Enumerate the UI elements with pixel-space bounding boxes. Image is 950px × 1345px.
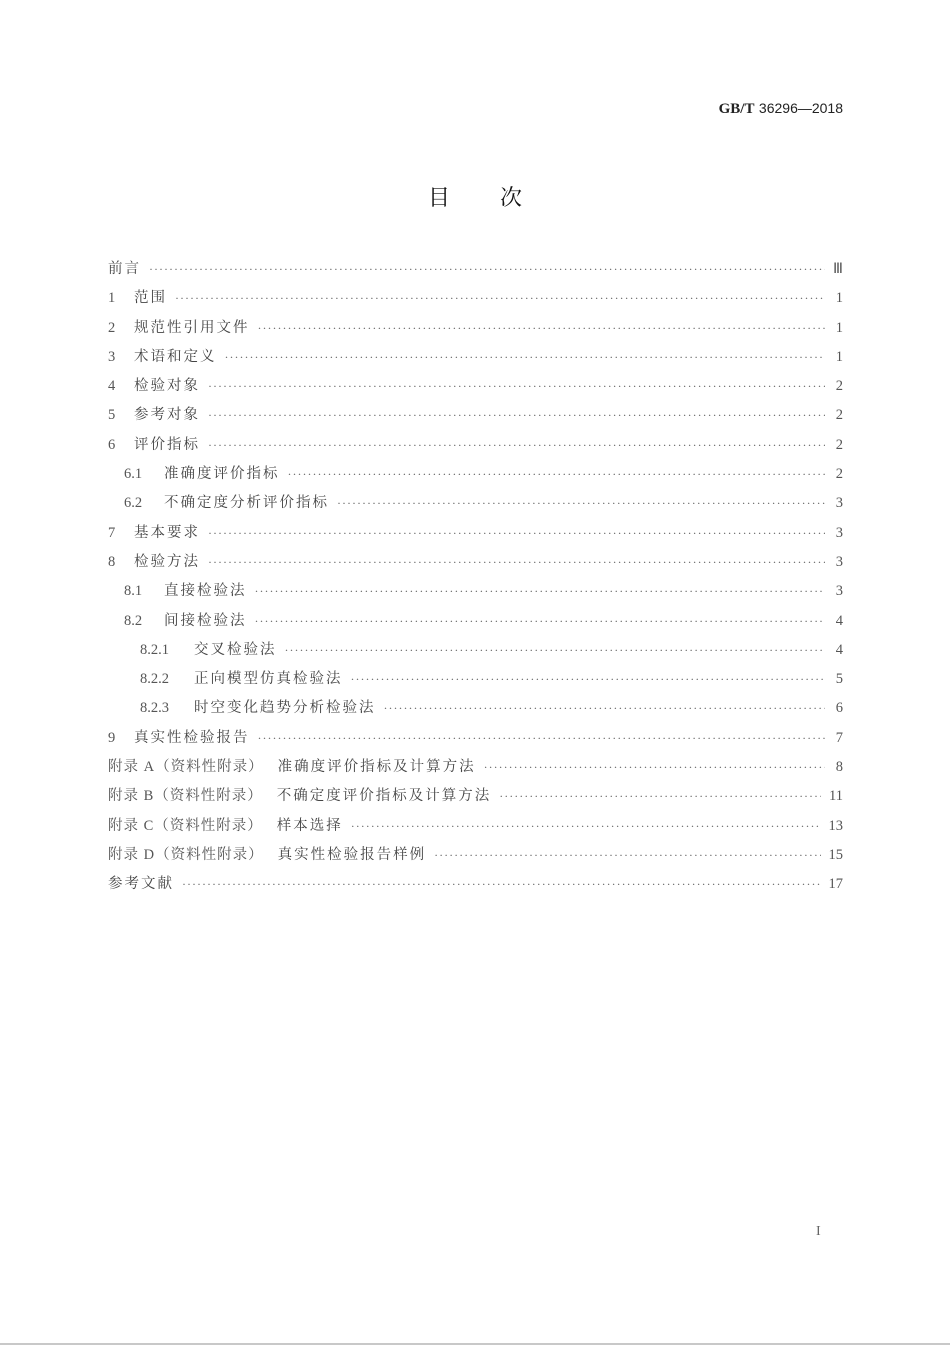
toc-number: 6.2 [124,495,143,512]
leader-dots [351,672,826,687]
toc-page: 4 [835,612,843,629]
leader-dots [351,819,821,834]
toc-page: 2 [835,378,843,395]
toc-page: 5 [835,671,843,688]
toc-entry[interactable] [108,433,843,462]
leader-dots [434,848,820,863]
toc-label: 样本选择 [276,817,343,834]
leader-dots [225,350,826,365]
toc-page: 17 [828,876,843,893]
toc-number: 8.1 [124,583,143,600]
toc-number: 5 [108,407,116,424]
leader-dots [384,701,826,716]
leader-dots [258,731,826,746]
toc-label: 交叉检验法 [194,641,277,658]
toc-label: 不确定度评价指标及计算方法 [276,788,492,805]
toc-label: 间接检验法 [164,612,247,629]
toc-entry[interactable] [108,491,843,520]
toc-entry[interactable] [108,638,843,667]
toc-page: 4 [835,641,843,658]
toc-page: 3 [835,553,843,570]
toc-entry[interactable] [108,286,843,315]
toc-label: 时空变化趋势分析检验法 [194,700,376,717]
toc-label: 准确度评价指标及计算方法 [277,759,476,776]
toc-entry-appendix[interactable] [108,784,843,813]
toc-page: 2 [835,466,843,483]
toc-entry[interactable] [108,579,843,608]
leader-dots [499,789,821,804]
toc-entry-appendix[interactable] [108,843,843,872]
toc-page: 1 [835,290,843,307]
toc-label: 术语和定义 [134,348,217,365]
toc-entry[interactable] [108,667,843,696]
toc-label: 评价指标 [134,436,200,453]
leader-dots [285,643,826,658]
toc-label: 真实性检验报告样例 [277,846,427,863]
toc-label: 直接检验法 [164,583,247,600]
toc-entry[interactable] [108,462,843,491]
leader-dots [208,408,825,423]
appendix-label: 附录 B（资料性附录） [108,788,263,805]
toc-number: 7 [108,524,116,541]
toc-label: 不确定度分析评价指标 [164,495,329,512]
toc-page: 3 [835,524,843,541]
toc-page: 2 [835,407,843,424]
appendix-label: 附录 C（资料性附录） [108,817,263,834]
toc-label: 规范性引用文件 [134,319,250,336]
appendix-label: 附录 D（资料性附录） [108,846,264,863]
toc-entry[interactable] [108,316,843,345]
toc-number: 6 [108,436,116,453]
toc-label: 基本要求 [134,524,200,541]
toc-label: 前言 [108,261,141,277]
toc-label: 检验方法 [134,553,200,570]
leader-dots [337,496,825,511]
toc-entry[interactable] [108,521,843,550]
toc-page: 6 [835,700,843,717]
toc-page: 11 [829,788,843,805]
toc-entry[interactable] [108,257,843,286]
toc-number: 3 [108,348,116,365]
toc-page: Ⅲ [833,261,843,277]
toc-label: 真实性检验报告 [134,729,250,746]
toc-entry[interactable] [108,609,843,638]
toc-page: 13 [828,817,843,834]
leader-dots [149,262,825,277]
leader-dots [208,555,825,570]
leader-dots [208,438,825,453]
toc-page: 1 [835,319,843,336]
toc-label: 参考文献 [108,876,174,893]
toc-entry[interactable] [108,403,843,432]
toc-page: 2 [835,436,843,453]
standard-number: 36296—2018 [758,100,843,116]
toc-number: 8 [108,553,116,570]
standard-prefix: GB/T [718,101,755,117]
toc-page: 7 [835,729,843,746]
toc-number: 8.2.1 [140,641,169,658]
toc-number: 1 [108,290,116,307]
leader-dots [255,584,826,599]
toc-entry[interactable] [108,696,843,725]
leader-dots [208,526,825,541]
toc-label: 正向模型仿真检验法 [194,671,343,688]
title-char-2: 次 [500,186,523,211]
toc-page: 3 [835,495,843,512]
toc-entry[interactable] [108,872,843,901]
page-number: I [816,1224,821,1239]
toc-number: 2 [108,319,116,336]
toc-number: 8.2 [124,612,143,629]
leader-dots [182,877,821,892]
toc-label: 参考对象 [134,407,200,424]
toc-page: 1 [835,348,843,365]
toc-entry-appendix[interactable] [108,755,843,784]
toc-entry[interactable] [108,345,843,374]
leader-dots [208,379,825,394]
title-char-1: 目 [427,186,450,211]
toc-label: 准确度评价指标 [164,466,280,483]
toc-page: 15 [828,846,843,863]
appendix-label: 附录 A（资料性附录） [108,759,264,776]
toc-entry-appendix[interactable] [108,814,843,843]
leader-dots [258,321,826,336]
toc-page: 3 [835,583,843,600]
toc-label: 范围 [134,290,167,307]
toc-number: 9 [108,729,116,746]
toc-number: 8.2.3 [140,700,169,717]
toc-label: 检验对象 [134,378,200,395]
toc-page: 8 [835,759,843,776]
toc-number: 8.2.2 [140,671,169,688]
leader-dots [484,760,825,775]
leader-dots [255,614,826,629]
toc-number: 6.1 [124,466,143,483]
page-title [0,181,950,212]
leader-dots [175,291,825,306]
table-of-contents [108,257,843,902]
toc-entry[interactable] [108,374,843,403]
toc-entry[interactable] [108,726,843,755]
toc-number: 4 [108,378,116,395]
toc-entry[interactable] [108,550,843,579]
leader-dots [288,467,826,482]
standard-code [719,100,843,118]
